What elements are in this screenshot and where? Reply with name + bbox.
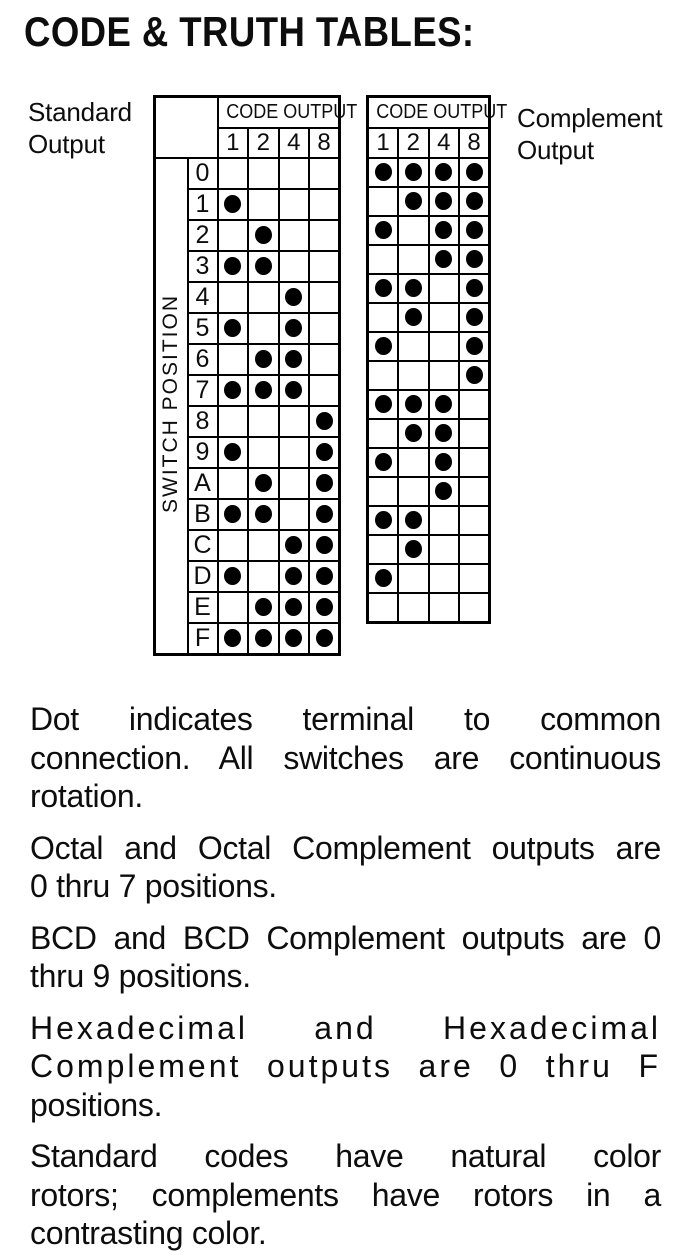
note-paragraph-2 [30, 829, 661, 906]
connection-dot [224, 257, 241, 275]
connection-dot [435, 395, 452, 413]
connection-dot [224, 505, 241, 523]
connection-dot [405, 192, 422, 210]
connection-dot [285, 288, 302, 306]
note-line: Complement outputs are 0 thru F [30, 1048, 661, 1084]
connection-dot [375, 337, 392, 355]
complement-cell-5-bit8 [459, 303, 490, 332]
note-line: contrasting color. [30, 1215, 267, 1251]
position-label-E: E [188, 592, 218, 623]
note-line: rotors; complements have rotors in a [30, 1176, 661, 1213]
standard-cell-B-bit1 [218, 499, 249, 530]
note-line: BCD and BCD Complement outputs are 0 [30, 919, 661, 956]
bit-header-4: 4 [279, 128, 310, 158]
complement-cell-1-bit4 [429, 187, 460, 216]
standard-cell-6-bit4 [279, 344, 310, 375]
complement-output-label-line1: Complement [517, 103, 663, 133]
standard-cell-1-bit1 [218, 189, 249, 220]
connection-dot [285, 350, 302, 368]
notes-section [30, 700, 661, 1258]
complement-row-2 [368, 216, 490, 245]
note-line: Octal and Octal Complement outputs are [30, 829, 661, 866]
standard-cell-A-bit4 [279, 468, 310, 499]
connection-dot [255, 257, 272, 275]
connection-dot [375, 511, 392, 529]
complement-cell-6-bit1 [368, 332, 399, 361]
complement-cell-E-bit4 [429, 564, 460, 593]
standard-cell-4-bit1 [218, 282, 249, 313]
connection-dot [224, 195, 241, 213]
position-label-A: A [188, 468, 218, 499]
complement-cell-E-bit1 [368, 564, 399, 593]
connection-dot [375, 163, 392, 181]
connection-dot [255, 226, 272, 244]
complement-row-6 [368, 332, 490, 361]
standard-cell-8-bit4 [279, 406, 310, 437]
complement-cell-C-bit4 [429, 506, 460, 535]
position-label-D: D [188, 561, 218, 592]
position-label-5: 5 [188, 313, 218, 344]
complement-cell-C-bit2 [398, 506, 429, 535]
connection-dot [405, 279, 422, 297]
connection-dot [405, 308, 422, 326]
complement-cell-1-bit1 [368, 187, 399, 216]
complement-cell-4-bit8 [459, 274, 490, 303]
complement-cell-0-bit8 [459, 158, 490, 187]
connection-dot [224, 629, 241, 647]
connection-dot [435, 163, 452, 181]
complement-code-table [366, 95, 508, 624]
standard-cell-4-bit8 [309, 282, 340, 313]
standard-cell-8-bit1 [218, 406, 249, 437]
standard-cell-3-bit1 [218, 251, 249, 282]
complement-cell-A-bit4 [429, 448, 460, 477]
complement-cell-F-bit2 [398, 593, 429, 623]
standard-cell-6-bit2 [248, 344, 279, 375]
note-line: thru 9 positions. [30, 958, 251, 994]
standard-code-table [153, 95, 357, 656]
connection-dot [435, 424, 452, 442]
standard-cell-2-bit2 [248, 220, 279, 251]
standard-row-0 [155, 158, 340, 189]
connection-dot [466, 279, 483, 297]
connection-dot [435, 221, 452, 239]
standard-cell-0-bit1 [218, 158, 249, 189]
connection-dot [435, 250, 452, 268]
connection-dot [435, 453, 452, 471]
standard-cell-B-bit2 [248, 499, 279, 530]
position-label-3: 3 [188, 251, 218, 282]
connection-dot [466, 250, 483, 268]
connection-dot [316, 412, 333, 430]
complement-cell-2-bit2 [398, 216, 429, 245]
connection-dot [255, 505, 272, 523]
position-label-9: 9 [188, 437, 218, 468]
bit-header-1: 1 [368, 128, 399, 158]
code-output-header-text: CODE OUTPUT [376, 101, 508, 123]
standard-output-label-line2: Output [28, 129, 105, 159]
complement-cell-9-bit2 [398, 419, 429, 448]
complement-row-F [368, 593, 490, 623]
connection-dot [466, 337, 483, 355]
position-label-4: 4 [188, 282, 218, 313]
complement-row-1 [368, 187, 490, 216]
connection-dot [405, 511, 422, 529]
complement-cell-3-bit4 [429, 245, 460, 274]
complement-cell-F-bit1 [368, 593, 399, 623]
connection-dot [405, 540, 422, 558]
connection-dot [285, 598, 302, 616]
bit-header-4: 4 [429, 128, 460, 158]
connection-dot [375, 395, 392, 413]
complement-cell-D-bit4 [429, 535, 460, 564]
standard-cell-E-bit4 [279, 592, 310, 623]
standard-cell-D-bit2 [248, 561, 279, 592]
connection-dot [435, 482, 452, 500]
standard-cell-0-bit2 [248, 158, 279, 189]
standard-cell-7-bit4 [279, 375, 310, 406]
complement-cell-2-bit8 [459, 216, 490, 245]
position-label-1: 1 [188, 189, 218, 220]
connection-dot [375, 221, 392, 239]
complement-cell-9-bit8 [459, 419, 490, 448]
standard-cell-8-bit8 [309, 406, 340, 437]
complement-cell-E-bit2 [398, 564, 429, 593]
standard-cell-E-bit1 [218, 592, 249, 623]
note-paragraph-5 [30, 1137, 661, 1253]
standard-cell-8-bit2 [248, 406, 279, 437]
connection-dot [255, 598, 272, 616]
complement-cell-4-bit2 [398, 274, 429, 303]
complement-cell-6-bit4 [429, 332, 460, 361]
connection-dot [285, 629, 302, 647]
complement-output-label-line2: Output [517, 135, 594, 165]
standard-cell-A-bit8 [309, 468, 340, 499]
switch-position-label: SWITCH POSITION [159, 294, 183, 513]
complement-cell-3-bit2 [398, 245, 429, 274]
note-paragraph-3 [30, 919, 661, 996]
note-line: Dot indicates terminal to common [30, 701, 661, 737]
position-label-8: 8 [188, 406, 218, 437]
complement-cell-D-bit8 [459, 535, 490, 564]
bit-header-8: 8 [459, 128, 490, 158]
complement-cell-A-bit8 [459, 448, 490, 477]
standard-cell-A-bit1 [218, 468, 249, 499]
complement-cell-0-bit1 [368, 158, 399, 187]
bit-header-8: 8 [309, 128, 340, 158]
complement-row-C [368, 506, 490, 535]
standard-output-label [28, 96, 132, 160]
standard-cell-2-bit8 [309, 220, 340, 251]
connection-dot [285, 381, 302, 399]
connection-dot [285, 319, 302, 337]
standard-cell-0-bit8 [309, 158, 340, 189]
complement-cell-8-bit8 [459, 390, 490, 419]
standard-cell-5-bit4 [279, 313, 310, 344]
connection-dot [466, 366, 483, 384]
standard-cell-1-bit2 [248, 189, 279, 220]
standard-code-output-header [218, 97, 357, 129]
position-label-6: 6 [188, 344, 218, 375]
complement-cell-4-bit4 [429, 274, 460, 303]
connection-dot [316, 629, 333, 647]
connection-dot [224, 381, 241, 399]
standard-cell-B-bit8 [309, 499, 340, 530]
connection-dot [435, 192, 452, 210]
standard-cell-F-bit1 [218, 623, 249, 655]
complement-cell-B-bit4 [429, 477, 460, 506]
standard-cell-7-bit2 [248, 375, 279, 406]
complement-row-B [368, 477, 490, 506]
standard-cell-9-bit1 [218, 437, 249, 468]
complement-cell-2-bit1 [368, 216, 399, 245]
complement-cell-0-bit2 [398, 158, 429, 187]
note-line: connection. All switches are continuous [30, 739, 661, 776]
complement-row-7 [368, 361, 490, 390]
standard-cell-C-bit8 [309, 530, 340, 561]
standard-cell-5-bit8 [309, 313, 340, 344]
position-label-F: F [188, 623, 218, 655]
connection-dot [405, 424, 422, 442]
code-output-header-text: CODE OUTPUT [225, 101, 357, 123]
standard-cell-E-bit2 [248, 592, 279, 623]
connection-dot [316, 598, 333, 616]
complement-code-output-header [368, 97, 508, 129]
standard-cell-6-bit1 [218, 344, 249, 375]
connection-dot [255, 350, 272, 368]
complement-cell-3-bit1 [368, 245, 399, 274]
complement-cell-F-bit8 [459, 593, 490, 623]
complement-row-4 [368, 274, 490, 303]
connection-dot [466, 308, 483, 326]
bit-header-2: 2 [248, 128, 279, 158]
complement-cell-6-bit8 [459, 332, 490, 361]
standard-cell-6-bit8 [309, 344, 340, 375]
standard-cell-9-bit4 [279, 437, 310, 468]
complement-cell-C-bit1 [368, 506, 399, 535]
standard-cell-7-bit8 [309, 375, 340, 406]
connection-dot [375, 453, 392, 471]
standard-cell-F-bit4 [279, 623, 310, 655]
complement-cell-1-bit8 [459, 187, 490, 216]
connection-dot [405, 395, 422, 413]
complement-cell-7-bit2 [398, 361, 429, 390]
standard-cell-9-bit8 [309, 437, 340, 468]
connection-dot [255, 381, 272, 399]
standard-cell-F-bit8 [309, 623, 340, 655]
standard-cell-7-bit1 [218, 375, 249, 406]
complement-row-A [368, 448, 490, 477]
note-line: positions. [30, 1086, 163, 1123]
standard-cell-9-bit2 [248, 437, 279, 468]
standard-cell-4-bit4 [279, 282, 310, 313]
position-label-C: C [188, 530, 218, 561]
standard-cell-5-bit2 [248, 313, 279, 344]
complement-cell-8-bit4 [429, 390, 460, 419]
position-label-B: B [188, 499, 218, 530]
page-title: CODE & TRUTH TABLES: [24, 8, 475, 55]
standard-cell-D-bit1 [218, 561, 249, 592]
standard-cell-A-bit2 [248, 468, 279, 499]
complement-cell-8-bit1 [368, 390, 399, 419]
connection-dot [405, 163, 422, 181]
connection-dot [466, 221, 483, 239]
standard-cell-0-bit4 [279, 158, 310, 189]
switch-position-label-cell [155, 158, 188, 655]
complement-cell-1-bit2 [398, 187, 429, 216]
complement-cell-7-bit4 [429, 361, 460, 390]
complement-cell-5-bit2 [398, 303, 429, 332]
position-label-0: 0 [188, 158, 218, 189]
complement-row-5 [368, 303, 490, 332]
complement-cell-5-bit1 [368, 303, 399, 332]
complement-cell-D-bit2 [398, 535, 429, 564]
standard-cell-D-bit8 [309, 561, 340, 592]
complement-cell-A-bit1 [368, 448, 399, 477]
standard-cell-1-bit8 [309, 189, 340, 220]
note-paragraph-4 [30, 1009, 661, 1125]
complement-row-8 [368, 390, 490, 419]
complement-cell-B-bit1 [368, 477, 399, 506]
note-line: rotation. [30, 778, 143, 814]
position-label-2: 2 [188, 220, 218, 251]
complement-cell-0-bit4 [429, 158, 460, 187]
complement-cell-5-bit4 [429, 303, 460, 332]
standard-cell-F-bit2 [248, 623, 279, 655]
standard-cell-C-bit1 [218, 530, 249, 561]
connection-dot [224, 319, 241, 337]
complement-cell-8-bit2 [398, 390, 429, 419]
complement-row-E [368, 564, 490, 593]
complement-cell-7-bit1 [368, 361, 399, 390]
note-line: Standard codes have natural color [30, 1138, 661, 1174]
connection-dot [316, 505, 333, 523]
connection-dot [316, 474, 333, 492]
standard-cell-2-bit1 [218, 220, 249, 251]
standard-cell-3-bit8 [309, 251, 340, 282]
complement-cell-F-bit4 [429, 593, 460, 623]
standard-cell-5-bit1 [218, 313, 249, 344]
standard-cell-2-bit4 [279, 220, 310, 251]
standard-cell-3-bit4 [279, 251, 310, 282]
connection-dot [375, 569, 392, 587]
connection-dot [316, 536, 333, 554]
bit-header-1: 1 [218, 128, 249, 158]
standard-cell-C-bit4 [279, 530, 310, 561]
complement-output-label [517, 102, 662, 166]
complement-cell-D-bit1 [368, 535, 399, 564]
connection-dot [316, 567, 333, 585]
note-line: Hexadecimal and Hexadecimal [30, 1009, 661, 1046]
connection-dot [285, 536, 302, 554]
standard-cell-B-bit4 [279, 499, 310, 530]
complement-row-D [368, 535, 490, 564]
position-label-7: 7 [188, 375, 218, 406]
complement-cell-A-bit2 [398, 448, 429, 477]
complement-cell-6-bit2 [398, 332, 429, 361]
complement-cell-3-bit8 [459, 245, 490, 274]
standard-cell-4-bit2 [248, 282, 279, 313]
standard-output-label-line1: Standard [28, 97, 132, 127]
complement-cell-B-bit2 [398, 477, 429, 506]
connection-dot [224, 567, 241, 585]
connection-dot [285, 567, 302, 585]
note-paragraph-1 [30, 700, 661, 816]
connection-dot [316, 443, 333, 461]
complement-cell-B-bit8 [459, 477, 490, 506]
complement-cell-9-bit4 [429, 419, 460, 448]
connection-dot [224, 443, 241, 461]
standard-cell-C-bit2 [248, 530, 279, 561]
complement-cell-E-bit8 [459, 564, 490, 593]
connection-dot [466, 192, 483, 210]
complement-cell-4-bit1 [368, 274, 399, 303]
complement-cell-7-bit8 [459, 361, 490, 390]
complement-row-9 [368, 419, 490, 448]
connection-dot [375, 279, 392, 297]
note-line: 0 thru 7 positions. [30, 868, 277, 904]
blank-header-cell [155, 97, 218, 159]
complement-cell-9-bit1 [368, 419, 399, 448]
bit-header-2: 2 [398, 128, 429, 158]
standard-cell-D-bit4 [279, 561, 310, 592]
standard-cell-3-bit2 [248, 251, 279, 282]
connection-dot [255, 474, 272, 492]
connection-dot [466, 163, 483, 181]
complement-cell-2-bit4 [429, 216, 460, 245]
complement-cell-C-bit8 [459, 506, 490, 535]
connection-dot [255, 629, 272, 647]
standard-cell-1-bit4 [279, 189, 310, 220]
complement-row-3 [368, 245, 490, 274]
standard-cell-E-bit8 [309, 592, 340, 623]
complement-row-0 [368, 158, 490, 187]
